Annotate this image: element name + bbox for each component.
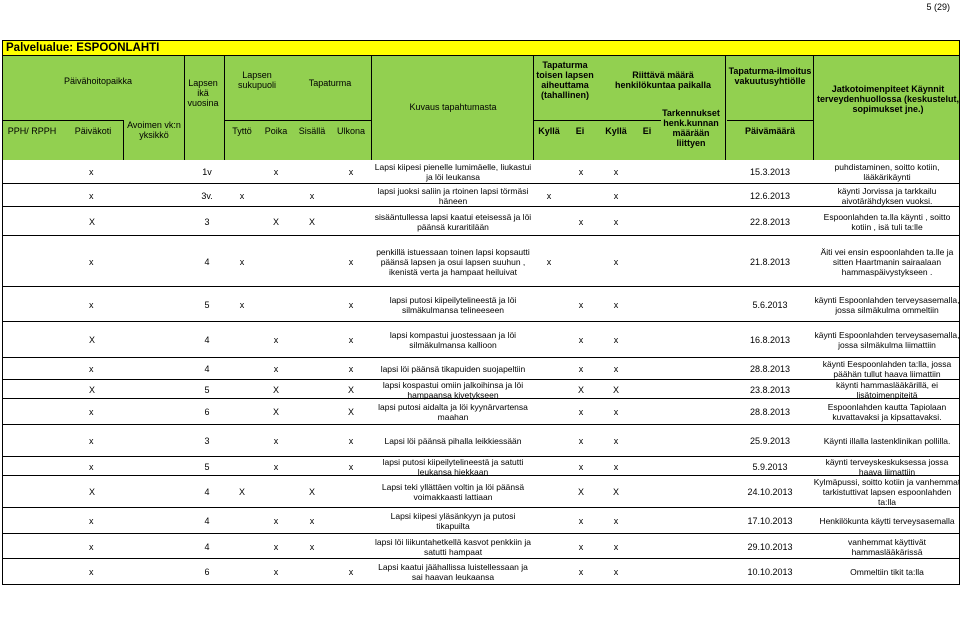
table-row (2, 559, 960, 585)
cell-description: lapsi putosi kiipeilytelineestä ja satutti leukansa hiekkaan (382, 457, 524, 477)
cell-pph: X (89, 487, 96, 497)
cell-date: 28.8.2013 (749, 407, 791, 417)
cell-k2: x (613, 256, 619, 267)
cell-description: Lapsi kiipesi pienelle lumimäelle, liukastui ja löi leukansa (374, 162, 532, 182)
cell-k2: x (613, 541, 619, 552)
cell-action: käynti Espoonlahden terveysasemalla, jossa silmäkulma ommeltiin (814, 294, 960, 315)
table-row (2, 184, 960, 207)
cell-e1: x (578, 541, 584, 552)
cell-k2: x (613, 167, 619, 177)
cell-description: lapsi kospastui omiin jalkoihinsa ja löi hampaansa kivetykseen (382, 380, 524, 400)
cell-date: 21.8.2013 (749, 256, 791, 267)
cell-ulk: x (348, 364, 354, 374)
cell-pph: X (89, 384, 96, 395)
cell-action: käynti Jorvissa ja tarkkailu aivotärähdyksen vuoksi. (837, 185, 937, 206)
cell-description: lapsi putosi aidalta ja löi kyynärvartensa maahan (378, 402, 528, 422)
cell-pph: x (89, 567, 94, 577)
cell-k2: x (613, 516, 619, 526)
cell-action: käynti Eespoonlahden ta:lla, jossa päähän tullut haava liimattiin (822, 359, 952, 379)
cell-poika: x (273, 516, 279, 526)
cell-tytto: X (238, 487, 245, 497)
cell-pph: X (89, 335, 96, 345)
cell-action: Äiti vei ensin espoonlahden ta.lle ja sitten Haartmanin sairaalaan hammaspäivystykseen . (820, 246, 954, 277)
cell-poika: X (272, 216, 279, 227)
cell-date: 25.9.2013 (749, 436, 791, 446)
header-paivamaara: Päivämäärä (744, 126, 796, 136)
cell-pph: x (89, 461, 94, 472)
cell-date: 23.8.2013 (749, 384, 791, 395)
cell-poika: X (272, 384, 279, 395)
page-number: 5 (29) (926, 2, 950, 12)
cell-sis: X (308, 216, 315, 227)
cell-e1: X (577, 384, 584, 395)
cell-pph: x (89, 541, 94, 552)
cell-date: 5.6.2013 (752, 299, 788, 310)
cell-action: Espoonlahden kautta Tapiolaan kuvattavaksi ja kipsattavaksi. (827, 402, 947, 422)
cell-pph: x (89, 190, 94, 201)
cell-e1: x (578, 407, 584, 417)
cell-tytto: x (239, 299, 245, 310)
cell-k1: x (546, 256, 552, 267)
cell-k2: x (613, 216, 619, 227)
header-ei-1: Ei (575, 126, 585, 136)
header-lapsen-sukupuoli: Lapsen sukupuoli (237, 70, 277, 90)
cell-description: penkillä istuessaan toinen lapsi kopsautti päänsä lapsen ja osui lapsen suuhun , ikenistä verta ja hampaat heiluivat (376, 246, 530, 277)
cell-e1: x (578, 436, 584, 446)
cell-description: lapsi putosi kiipeilytelineestä ja löi silmäkulmansa telineeseen (389, 294, 517, 315)
table-header (2, 56, 960, 160)
cell-k2: x (613, 364, 619, 374)
header-ilmoitus: Tapaturma-ilmoitus vakuutusyhtiölle (728, 66, 812, 86)
cell-ulk: x (348, 167, 354, 177)
cell-action: Espoonlahden ta.lla käynti , soitto kotiin , isä tuli ta:lle (823, 211, 951, 232)
cell-age: 4 (204, 487, 210, 497)
table-row (2, 380, 960, 399)
cell-age: 3 (204, 216, 210, 227)
header-paivakoti: Päiväkoti (74, 126, 112, 136)
cell-e1: x (578, 364, 584, 374)
cell-age: 4 (204, 335, 210, 345)
cell-poika: x (273, 364, 279, 374)
cell-pph: x (89, 256, 94, 267)
cell-k2: x (613, 461, 619, 472)
header-avoimen: Avoimen vk:n yksikkö (127, 120, 181, 140)
cell-e1: x (578, 335, 584, 345)
header-sisalla: Sisällä (298, 126, 326, 136)
cell-k2: X (612, 487, 619, 497)
cell-pph: x (89, 407, 94, 417)
cell-description: lapsi kompastui juostessaan ja löi silmäkulmansa kallioon (389, 330, 517, 350)
cell-k2: x (613, 299, 619, 310)
header-tapaturma: Tapaturma (308, 78, 352, 88)
header-ei-2: Ei (642, 126, 652, 136)
cell-tytto: x (239, 256, 245, 267)
cell-date: 15.3.2013 (749, 167, 791, 177)
cell-ulk: X (347, 407, 354, 417)
cell-k2: X (612, 384, 619, 395)
table-row (2, 457, 960, 476)
cell-age: 1v (202, 167, 212, 177)
cell-k2: x (613, 567, 619, 577)
cell-pph: x (89, 167, 94, 177)
cell-e1: x (578, 299, 584, 310)
header-tarkennukset: Tarkennukset henk.kunnan määrään liittyen (662, 108, 720, 148)
cell-description: Lapsi kiipesi yläsänkyyn ja putosi tikapuilta (390, 511, 516, 531)
cell-age: 4 (204, 541, 210, 552)
cell-date: 5.9.2013 (752, 461, 788, 472)
header-lapsen-ika: Lapsen ikä vuosina (187, 78, 219, 108)
cell-poika: x (273, 167, 279, 177)
header-poika: Poika (264, 126, 288, 136)
cell-description: Lapsi löi päänsä pihalla leikkiessään (384, 436, 522, 446)
cell-poika: X (272, 407, 279, 417)
cell-date: 28.8.2013 (749, 364, 791, 374)
cell-description: Lapsi kaatui jäähallissa luistellessaan ja sai haavan leukaansa (378, 562, 528, 582)
cell-ulk: x (348, 256, 354, 267)
cell-age: 4 (204, 256, 210, 267)
cell-ulk: x (348, 567, 354, 577)
cell-date: 12.6.2013 (749, 190, 791, 201)
table-row (2, 508, 960, 534)
cell-age: 3v. (201, 190, 213, 201)
cell-age: 4 (204, 364, 210, 374)
cell-sis: X (308, 487, 315, 497)
cell-date: 10.10.2013 (747, 567, 793, 577)
table-row (2, 207, 960, 236)
cell-description: lapsi löi liikuntahetkellä kasvot penkkiin ja satutti hampaat (375, 536, 531, 557)
cell-k2: x (613, 407, 619, 417)
header-kuvaus: Kuvaus tapahtumasta (409, 102, 497, 112)
cell-ulk: x (348, 461, 354, 472)
cell-age: 3 (204, 436, 210, 446)
page-title: Palvelualue: ESPOONLAHTI (2, 40, 960, 56)
table-row (2, 287, 960, 322)
cell-action: puhdistaminen, soitto kotiin, lääkärikäynti (834, 162, 940, 182)
cell-age: 5 (204, 384, 210, 395)
row-divider (3, 584, 959, 585)
cell-age: 6 (204, 567, 210, 577)
header-ulkona: Ulkona (336, 126, 365, 136)
cell-action: Käynti illalla lastenklinikan pollilla. (823, 436, 951, 446)
cell-k1: x (546, 190, 552, 201)
cell-e1: X (577, 487, 584, 497)
cell-description: sisääntullessa lapsi kaatui eteisessä ja löi päänsä kuraritilään (374, 211, 532, 232)
cell-poika: x (273, 567, 279, 577)
cell-description: Lapsi teki yllättäen voltin ja löi päänsä voimakkaasti lattiaan (381, 482, 525, 502)
header-jatko: Jatkotoimenpiteet Käynnit terveydenhuollossa (keskustelut, sopimukset jne.) (816, 84, 960, 114)
cell-tytto: x (239, 190, 245, 201)
header-kylla-2: Kyllä (605, 126, 627, 136)
cell-pph: X (89, 216, 96, 227)
cell-age: 4 (204, 516, 210, 526)
cell-action: käynti Espoonlahden terveysasemalla, jossa silmäkulma liimattiin (814, 330, 960, 350)
cell-action: vanhemmat käyttivät hammaslääkärissä (848, 536, 926, 557)
cell-description: lapsi juoksi saliin ja rtoinen lapsi törmäsi häneen (377, 185, 529, 206)
cell-date: 24.10.2013 (747, 487, 793, 497)
cell-k2: x (613, 190, 619, 201)
cell-age: 5 (204, 299, 210, 310)
cell-action: Henkilökunta käytti terveysasemalla (819, 516, 955, 526)
header-toisen-lapsen: Tapaturma toisen lapsen aiheuttama (tahallinen) (536, 60, 594, 100)
table-row (2, 534, 960, 559)
cell-k2: x (613, 335, 619, 345)
cell-sis: x (309, 541, 315, 552)
cell-age: 6 (204, 407, 210, 417)
cell-description: lapsi löi päänsä tikapuiden suojapeltiin (380, 364, 526, 374)
table-row (2, 399, 960, 425)
header-kylla-1: Kyllä (538, 126, 560, 136)
cell-e1: x (578, 167, 584, 177)
cell-e1: x (578, 516, 584, 526)
table-row (2, 236, 960, 287)
cell-ulk: X (347, 384, 354, 395)
cell-sis: x (309, 190, 315, 201)
cell-pph: x (89, 516, 94, 526)
cell-sis: x (309, 516, 315, 526)
table-row (2, 160, 960, 184)
table-row (2, 476, 960, 508)
header-riittava: Riittävä määrä henkilökuntaa paikalla (614, 70, 712, 90)
table-row (2, 358, 960, 380)
header-paivahoitopaikka: Päivähoitopaikka (63, 76, 133, 86)
cell-date: 17.10.2013 (747, 516, 793, 526)
cell-pph: x (89, 299, 94, 310)
cell-poika: x (273, 335, 279, 345)
cell-date: 22.8.2013 (749, 216, 791, 227)
cell-ulk: x (348, 299, 354, 310)
cell-pph: x (89, 364, 94, 374)
cell-k2: x (613, 436, 619, 446)
cell-pph: x (89, 436, 94, 446)
cell-age: 5 (204, 461, 210, 472)
cell-action: Kylmäpussi, soitto kotiin ja vanhemmat tarkistuttivat lapsen espoonlahden ta:lla (813, 477, 960, 507)
cell-ulk: x (348, 436, 354, 446)
cell-poika: x (273, 436, 279, 446)
cell-date: 16.8.2013 (749, 335, 791, 345)
table-row (2, 425, 960, 457)
cell-action: käynti terveyskeskuksessa jossa haava liimattiin (825, 457, 949, 477)
table-row (2, 322, 960, 358)
cell-action: käynti hammaslääkärillä, ei lisätoimenpiteitä (835, 380, 939, 400)
cell-date: 29.10.2013 (747, 541, 793, 552)
cell-action: Ommeltiin tikit ta:lla (850, 567, 924, 577)
cell-e1: x (578, 216, 584, 227)
cell-e1: x (578, 461, 584, 472)
cell-e1: x (578, 567, 584, 577)
cell-poika: x (273, 461, 279, 472)
cell-poika: x (273, 541, 279, 552)
cell-ulk: x (348, 335, 354, 345)
header-pph-rpph: PPH/ RPPH (7, 126, 57, 136)
header-tytto: Tyttö (232, 126, 252, 136)
